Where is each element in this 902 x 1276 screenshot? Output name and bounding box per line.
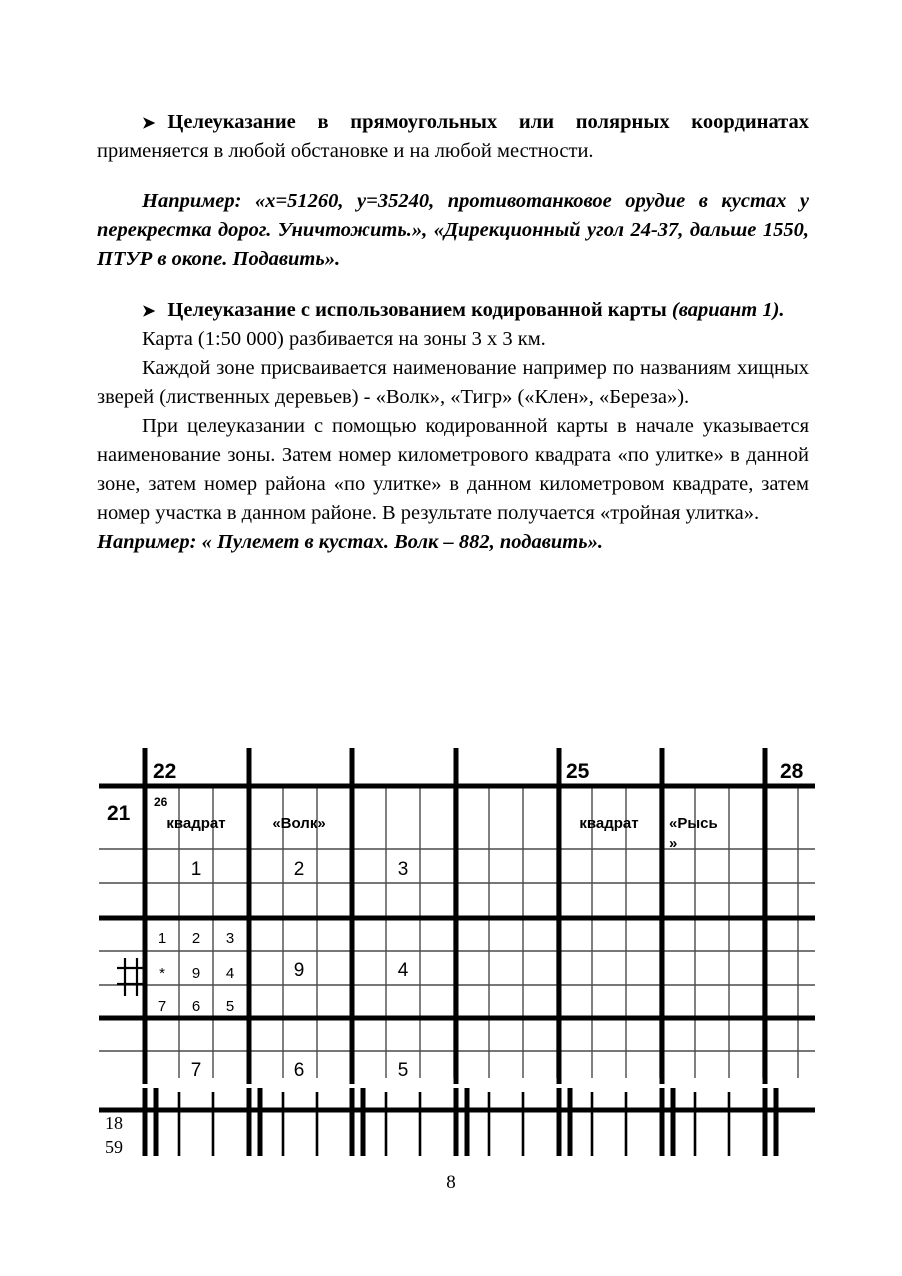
example-1-lead: Например: [142, 190, 255, 213]
paragraph-example-1 [97, 187, 809, 274]
example-1-text: «x=51260, y=35240, противотанковое орудие в кустах у перекрестка дорог. Уничтожить.», «Дирекционный угол 24-37, дальше 1550, ПТУР в окопе. Подавить». [97, 190, 809, 271]
major-gridlines [99, 748, 815, 1084]
edge-label-25: 25 [566, 760, 590, 783]
mini-cell-2-0: 7 [157, 998, 167, 1015]
snail-mid-9: 9 [293, 960, 305, 981]
zone-label-kvadrat-1: квадрат [166, 815, 226, 832]
snail-top-3: 3 [397, 859, 409, 880]
spacer-2 [97, 275, 809, 296]
edge-label-21: 21 [107, 802, 131, 825]
paragraph-3-variant: (вариант 1). [671, 298, 785, 321]
paragraph-example-2 [97, 528, 809, 557]
page-number: 8 [446, 1172, 456, 1193]
paragraph-targeting-procedure: При целеуказании с помощью кодированной карты в начале указывается наименование зоны. Затем номер километрового квадрата «по улитке» в данной зоне, затем номер района «по улитке» в данном километровом квадрате, затем номер участка в данном районе. В результате получается «тройная улитка». [97, 414, 809, 525]
snail-bottom-7: 7 [190, 1060, 202, 1081]
coded-map-diagram [99, 748, 815, 1158]
snail-top-2: 2 [293, 859, 305, 880]
snail-bottom-5: 5 [397, 1060, 409, 1081]
snail-mid-4: 4 [397, 960, 409, 981]
bottom-band [99, 1088, 815, 1156]
mini-cell-1-1: 9 [191, 965, 201, 982]
mini-cell-0-2: 3 [225, 930, 235, 947]
edge-label-28: 28 [780, 760, 804, 783]
spacer-1 [97, 166, 809, 187]
mini-cell-0-1: 2 [191, 930, 201, 947]
paragraph-1-bold-lead: Целеуказание в прямоугольных или полярных координатах [167, 111, 809, 133]
paragraph-1-rest: применяется в любой обстановке и на любой местности. [97, 140, 594, 163]
edge-label-22: 22 [153, 760, 177, 783]
mini-cell-2-2: 5 [225, 998, 235, 1015]
paragraph-3-bold-lead: Целеуказание с использованием кодированной карты [167, 298, 672, 321]
hatch-symbol-icon [117, 958, 145, 996]
edge-label-59: 59 [105, 1137, 123, 1157]
zone-corner-number-26: 26 [154, 795, 168, 809]
snail-top-1: 1 [190, 859, 202, 880]
zone-label-rys-line1: «Рысь [669, 815, 718, 832]
mini-cell-1-2: 4 [225, 965, 235, 982]
snail-bottom-6: 6 [293, 1060, 305, 1081]
example-2-lead: Например: [97, 531, 202, 554]
zone-label-rys-line2: » [669, 835, 678, 852]
example-2-text: « Пулемет в кустах. Волк – 882, подавить». [201, 531, 603, 554]
bullet-arrow-icon: ➤ [142, 115, 156, 132]
zone-label-volk: «Волк» [272, 815, 326, 832]
edge-label-18: 18 [105, 1113, 123, 1133]
grid-figure [99, 748, 815, 1158]
mini-cell-0-0: 1 [157, 930, 167, 947]
paragraph-bullet-2 [97, 296, 809, 325]
paragraph-map-scale: Карта (1:50 000) разбивается на зоны 3 х 3 км. [142, 327, 546, 350]
paragraph-zone-naming: Каждой зоне присваивается наименование например по названиям хищных зверей (лиственных деревьев) - «Волк», «Тигр» («Клен», «Береза»). [97, 356, 809, 408]
bullet-arrow-icon-2: ➤ [142, 302, 156, 320]
mini-cell-1-0: * [159, 965, 165, 982]
mini-cell-2-1: 6 [191, 998, 201, 1015]
text-content [97, 108, 809, 558]
zone-label-kvadrat-2: квадрат [579, 815, 639, 832]
paragraph-bullet-1 [97, 108, 809, 166]
